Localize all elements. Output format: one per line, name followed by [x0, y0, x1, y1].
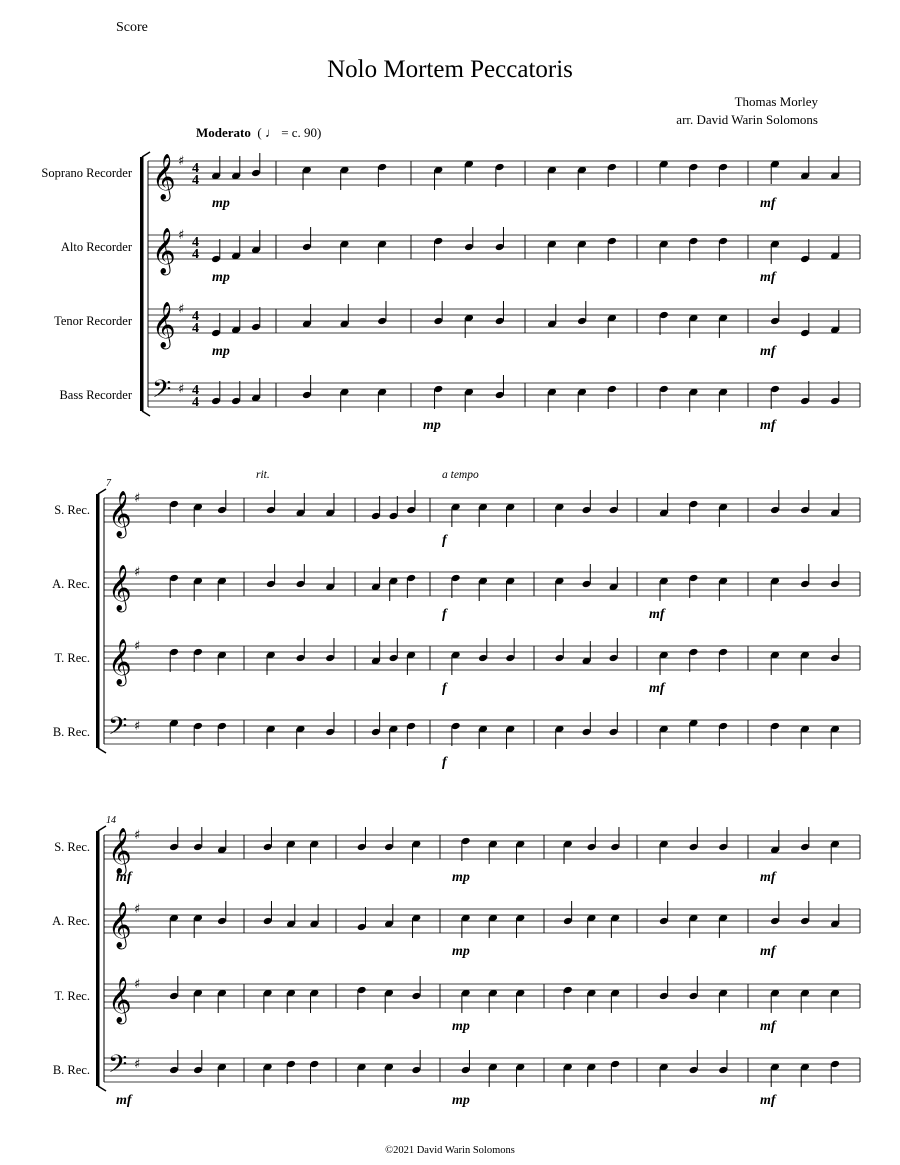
dynamic-marking: mp [452, 944, 470, 959]
dynamic-marking: mp [423, 418, 441, 433]
treble-clef: 𝄞 [152, 228, 176, 274]
treble-clef: 𝄞 [108, 491, 132, 537]
instrument-label: S. Rec. [54, 503, 90, 517]
bracket-hook-bottom [142, 411, 150, 416]
key-signature-sharp: ♯ [134, 491, 141, 506]
key-signature-sharp: ♯ [134, 719, 141, 734]
instrument-label: T. Rec. [54, 989, 90, 1003]
dynamic-marking: mp [212, 344, 230, 359]
instrument-label: B. Rec. [52, 725, 90, 739]
treble-clef: 𝄞 [108, 977, 132, 1023]
key-signature-sharp: ♯ [178, 382, 185, 397]
dynamic-marking: mf [760, 344, 776, 359]
treble-clef: 𝄞 [108, 828, 132, 874]
arranger-credit: arr. David Warin Solomons [676, 112, 818, 127]
score-label: Score [116, 20, 148, 35]
dynamic-marking: f [442, 533, 447, 548]
treble-clef: 𝄞 [152, 302, 176, 348]
bracket-hook-top [98, 826, 106, 831]
dynamic-marking: mf [760, 944, 776, 959]
measure-number: 14 [106, 815, 116, 826]
instrument-label: S. Rec. [54, 840, 90, 854]
dynamic-marking: mp [212, 196, 230, 211]
time-signature-top: 4 [192, 235, 199, 250]
dynamic-marking: mp [212, 270, 230, 285]
time-signature-bottom: 4 [192, 247, 199, 262]
expression-text: a tempo [442, 469, 479, 481]
dynamic-marking: mf [760, 1019, 776, 1034]
instrument-label: Soprano Recorder [41, 166, 132, 180]
bass-clef: 𝄢 [152, 375, 172, 410]
treble-clef: 𝄞 [108, 902, 132, 948]
treble-clef: 𝄞 [108, 565, 132, 611]
tempo-word: Moderato [196, 125, 251, 140]
measure-number: 7 [106, 478, 111, 489]
dynamic-marking: mp [452, 870, 470, 885]
dynamic-marking: mp [452, 1093, 470, 1108]
key-signature-sharp: ♯ [134, 565, 141, 580]
instrument-label: B. Rec. [52, 1063, 90, 1077]
instrument-label: Alto Recorder [60, 240, 132, 254]
time-signature-top: 4 [192, 161, 199, 176]
key-signature-sharp: ♯ [134, 828, 141, 843]
time-signature-top: 4 [192, 309, 199, 324]
dynamic-marking: f [442, 755, 447, 770]
system-bracket [96, 831, 100, 1086]
piece-title: Nolo Mortem Peccatoris [327, 56, 573, 83]
key-signature-sharp: ♯ [178, 228, 185, 243]
dynamic-marking: f [442, 607, 447, 622]
time-signature-bottom: 4 [192, 173, 199, 188]
system-bracket [96, 494, 100, 748]
time-signature-top: 4 [192, 383, 199, 398]
key-signature-sharp: ♯ [178, 154, 185, 169]
key-signature-sharp: ♯ [134, 1057, 141, 1072]
bass-clef: 𝄢 [108, 712, 128, 747]
composer-credit: Thomas Morley [734, 94, 818, 109]
tempo-metronome: ( ♩ = c. 90) [257, 125, 322, 140]
treble-clef: 𝄞 [152, 154, 176, 200]
bracket-hook-bottom [98, 748, 106, 753]
system-bracket [140, 157, 144, 411]
dynamic-marking: mf [649, 607, 665, 622]
key-signature-sharp: ♯ [134, 902, 141, 917]
treble-clef: 𝄞 [108, 639, 132, 685]
dynamic-marking: mf [760, 270, 776, 285]
time-signature-bottom: 4 [192, 395, 199, 410]
dynamic-marking: mf [760, 870, 776, 885]
dynamic-marking: mp [452, 1019, 470, 1034]
bass-clef: 𝄢 [108, 1050, 128, 1085]
key-signature-sharp: ♯ [134, 639, 141, 654]
instrument-label: A. Rec. [52, 914, 90, 928]
key-signature-sharp: ♯ [134, 977, 141, 992]
key-signature-sharp: ♯ [178, 302, 185, 317]
bracket-hook-top [98, 489, 106, 494]
dynamic-marking: mf [760, 418, 776, 433]
instrument-label: T. Rec. [54, 651, 90, 665]
dynamic-marking: mf [760, 196, 776, 211]
instrument-label: A. Rec. [52, 577, 90, 591]
dynamic-marking: f [442, 681, 447, 696]
bracket-hook-bottom [98, 1086, 106, 1091]
copyright-notice: ©2021 David Warin Solomons [385, 1145, 515, 1156]
bracket-hook-top [142, 152, 150, 157]
instrument-label: Tenor Recorder [54, 314, 132, 328]
dynamic-marking: mf [116, 870, 132, 885]
dynamic-marking: mf [116, 1093, 132, 1108]
expression-text: rit. [256, 469, 270, 481]
time-signature-bottom: 4 [192, 321, 199, 336]
dynamic-marking: mf [760, 1093, 776, 1108]
dynamic-marking: mf [649, 681, 665, 696]
instrument-label: Bass Recorder [59, 388, 132, 402]
